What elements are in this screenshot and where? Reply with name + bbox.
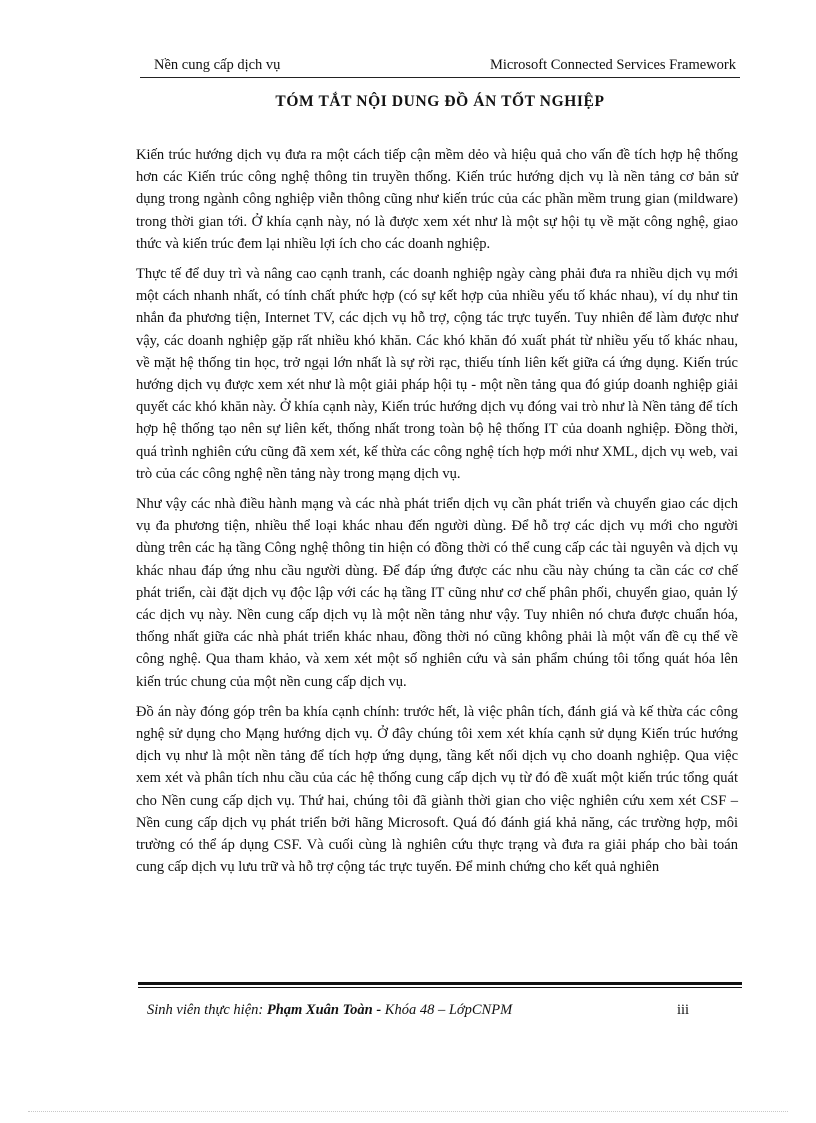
footer-student-label: Sinh viên thực hiện:: [147, 1002, 267, 1018]
header-rule: [140, 77, 740, 78]
page-bottom-border: [28, 1111, 788, 1112]
header-right-text: Microsoft Connected Services Framework: [489, 57, 736, 73]
page-header: [140, 57, 740, 77]
footer-rule-thin: [138, 987, 742, 988]
page-title: TÓM TẮT NỘI DUNG ĐỒ ÁN TỐT NGHIỆP: [275, 93, 605, 110]
paragraph: Đồ án này đóng góp trên ba khía cạnh chính: trước hết, là việc phân tích, đánh giá và kế thừa các công nghệ sử dụng cho Mạng hướng dịch vụ. Ở đây chúng tôi xem xét khía cạnh sử dụng Kiến trúc hướng dịch vụ như là một nền tảng để tích hợp ứng dụng, tầng kết nối dịch vụ cho doanh nghiệp. Qua việc xem xét và phân tích nhu cầu của các hệ thống cung cấp dịch vụ từ đó đề xuất một kiến trúc tổng quát cho Nền cung cấp dịch vụ. Thứ hai, chúng tôi đã giành thời gian cho việc nghiên cứu xem xét CSF – Nền cung cấp dịch vụ phát triển bởi hãng Microsoft. Quá đó đánh giá khả năng, các trường hợp, môi trường có thể áp dụng CSF. Và cuối cùng là nghiên cứu thực trạng và đưa ra giải pháp cho bài toán cung cấp dịch vụ lưu trữ và hỗ trợ cộng tác trực tuyến. Để minh chứng cho kết quả nghiên: [136, 703, 738, 876]
paragraph: Kiến trúc hướng dịch vụ đưa ra một cách tiếp cận mềm dẻo và hiệu quả cho vấn đề tích hợp hệ thống hơn các Kiến trúc công nghệ thông tin truyền thống. Kiến trúc hướng dịch vụ là nền tảng cơ bản sử dụng trong ngành công nghiệp viễn thông cũng như kiến trúc của các phần mềm trung gian (mildware) trong thời gian tới. Ở khía cạnh này, nó là được xem xét như là một sự hội tụ về mặt công nghệ, giao thức và kiến trúc đem lại nhiều lợi ích cho các doanh nghiệp.: [136, 147, 738, 252]
page-footer: [147, 1002, 747, 1022]
footer-class-info: Khóa 48 – LớpCNPM: [384, 1002, 513, 1018]
body-text: [136, 144, 738, 887]
paragraph: Như vậy các nhà điều hành mạng và các nhà phát triển dịch vụ cần phát triển và chuyển giao các dịch vụ đa phương tiện, nhiều thể loại khác nhau đến người dùng. Để hỗ trợ các dịch vụ mới cho người dùng trên các hạ tầng Công nghệ thông tin hiện có đồng thời có thể cung cấp các tài nguyên và dịch vụ khác nhau đáp ứng nhu cầu người dùng. Để đáp ứng được các nhu cầu này chúng ta cần các cơ chế phát triển, cài đặt dịch vụ độc lập với các hạ tầng IT cũng như cơ chế phân phối, chuyển giao, quản lý các dịch vụ này. Nền cung cấp dịch vụ là một nền tảng như vậy. Tuy nhiên nó chưa được chuẩn hóa, thống nhất giữa các nhà phát triển khác nhau, đồng thời nó cũng không phải là một vấn đề cụ thể về công nghệ. Qua tham khảo, và xem xét một số nghiên cứu và sản phẩm chúng tôi tổng quát hóa lên kiến trúc chung của một nền cung cấp dịch vụ.: [136, 496, 738, 690]
paragraph: Thực tế để duy trì và nâng cao cạnh tranh, các doanh nghiệp ngày càng phải đưa ra nhiều dịch vụ mới một cách nhanh nhất, có tính chất phức hợp (có sự kết hợp của nhiều yếu tố khác nhau), ví dụ như tin nhắn đa phương tiện, Internet TV, các dịch vụ hỗ trợ, cộng tác trực tuyến. Tuy nhiên để làm được như vậy, các doanh nghiệp gặp rất nhiều khó khăn. Các khó khăn đó xuất phát từ nhiều yếu tố khác nhau, về mặt hệ thống tin học, trở ngại lớn nhất là sự rời rạc, thiếu tính liên kết giữa cá ứng dụng. Kiến trúc hướng dịch vụ được xem xét như là một giải pháp hội tụ - một nền tảng qua đó giúp doanh nghiệp giải quyết các khó khăn này. Ở khía cạnh này, Kiến trúc hướng dịch vụ đóng vai trò như là Nền tảng để tích hợp hệ thống tạo nên sự liên kết, thống nhất trong toàn bộ hệ thống IT của doanh nghiệp. Đồng thời, quá trình nghiên cứu cũng đã xem xét, kế thừa các công nghệ tích hợp mới như XML, dịch vụ web, vai trò của các công nghệ nền tảng này trong mạng dịch vụ.: [136, 266, 738, 482]
page-number: iii: [677, 1002, 690, 1018]
header-left-text: Nền cung cấp dịch vụ: [154, 57, 281, 73]
footer-student-name: Phạm Xuân Toàn -: [266, 1002, 385, 1018]
footer-rule-thick: [138, 982, 742, 985]
